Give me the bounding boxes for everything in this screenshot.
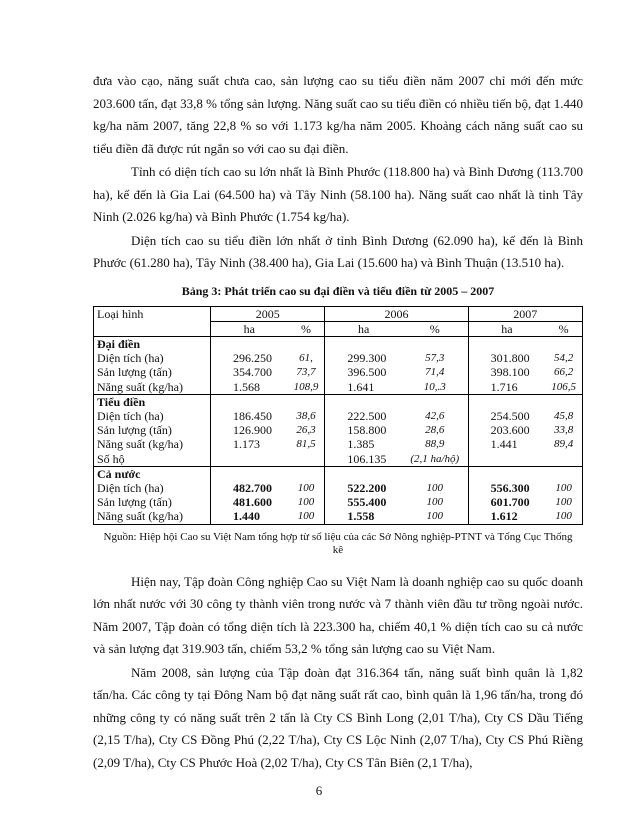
unit-pct: % <box>545 321 582 336</box>
percent-cell: 45,8 <box>545 409 582 423</box>
value-cell <box>468 452 545 467</box>
table-header-row <box>94 306 583 321</box>
empty-cell <box>468 394 545 409</box>
percent-cell: 100 <box>545 495 582 509</box>
value-cell: 398.100 <box>490 365 530 380</box>
row-label: Số hộ <box>94 452 211 467</box>
percent-cell: 100 <box>288 509 325 524</box>
value-cell: 296.250 <box>233 351 272 366</box>
percent-cell: 10,.3 <box>402 380 468 395</box>
empty-cell <box>468 466 545 481</box>
page-content <box>93 70 583 774</box>
percent-cell: 100 <box>545 481 582 495</box>
percent-cell: 33,8 <box>545 423 582 437</box>
percent-cell: 100 <box>402 495 468 509</box>
row-label: Sản lượng (tấn) <box>94 423 211 437</box>
value-cell: 1.558 <box>325 509 402 524</box>
row-label: Sản lượng (tấn) <box>94 495 211 509</box>
percent-cell: 106,5 <box>545 380 582 395</box>
table-row <box>94 423 583 437</box>
percent-cell: 66,2 <box>545 365 582 379</box>
value-cell: 556.300 <box>490 480 530 495</box>
header-year-2005: 2005 <box>211 306 325 321</box>
empty-cell <box>288 336 325 351</box>
percent-cell: 100 <box>402 509 468 524</box>
value-cell: 482.700 <box>233 480 272 495</box>
empty-cell <box>211 336 288 351</box>
empty-cell <box>402 336 468 351</box>
rubber-development-table <box>93 306 583 525</box>
percent-cell: 89,4 <box>545 437 582 451</box>
empty-cell <box>288 466 325 481</box>
row-label: Diện tích (ha) <box>94 481 211 495</box>
value-cell: 203.600 <box>490 423 530 438</box>
row-label: Năng suất (kg/ha) <box>94 437 211 451</box>
section-title: Cả nước <box>94 466 211 481</box>
unit-empty-cell <box>94 321 211 336</box>
percent-cell: 100 <box>288 495 325 509</box>
value-cell: 1.440 <box>211 509 288 524</box>
value-cell: 299.300 <box>347 351 387 366</box>
table-section-row <box>94 466 583 481</box>
percent-cell: 54,2 <box>545 351 582 365</box>
percent-cell: (2,1 ha/hộ) <box>402 452 468 467</box>
table-row <box>94 365 583 379</box>
percent-cell: 61, <box>288 351 325 365</box>
empty-cell <box>325 394 402 409</box>
table-row <box>94 437 583 451</box>
empty-cell <box>468 336 545 351</box>
percent-cell: 38,6 <box>288 409 325 423</box>
percent-cell: 100 <box>545 509 582 524</box>
empty-cell <box>402 394 468 409</box>
paragraph-1: đưa vào cạo, năng suất chưa cao, sản lượng cao su tiểu điền năm 2007 chỉ mới đến mức 203.600 tấn, đạt 33,8 % tổng sản lượng. Năng suất cao su tiểu điền có nhiều tiến bộ, đạt 1.440 kg/ha năm 2007, tăng 22,8 % so với 1.173 kg/ha năm 2005. Khoảng cách năng suất cao su tiểu điền đã được rút ngắn so với cao su đại điền. <box>93 73 583 156</box>
paragraph-2: Tỉnh có diện tích cao su lớn nhất là Bình Phước (118.800 ha) và Bình Dương (113.700 ha), kế đến là Gia Lai (64.500 ha) và Tây Ninh (58.100 ha). Năng suất cao nhất là tỉnh Tây Ninh (2.026 kg/ha) và Bình Phước (1.754 kg/ha). <box>93 164 583 224</box>
percent-cell: 28,6 <box>402 423 468 437</box>
value-cell: 106.135 <box>325 452 402 467</box>
value-cell: 301.800 <box>490 351 530 366</box>
unit-pct: % <box>288 321 325 336</box>
value-cell: 158.800 <box>347 423 387 438</box>
header-type: Loại hình <box>94 306 211 321</box>
value-cell: 126.900 <box>233 423 272 438</box>
percent-cell: 81,5 <box>288 437 325 451</box>
empty-cell <box>402 466 468 481</box>
percent-cell: 26,3 <box>288 423 325 437</box>
value-cell: 1.385 <box>347 437 375 452</box>
empty-cell <box>325 336 402 351</box>
value-cell: 1.612 <box>468 509 545 524</box>
empty-cell <box>211 466 288 481</box>
value-cell: 1.641 <box>325 380 402 395</box>
table-row <box>94 509 583 524</box>
value-cell: 481.600 <box>233 495 272 510</box>
row-label: Diện tích (ha) <box>94 409 211 423</box>
value-cell: 601.700 <box>490 495 530 510</box>
paragraph-5: Năm 2008, sản lượng của Tập đoàn đạt 316.364 tấn, năng suất bình quân là 1,82 tấn/ha. Các công ty tại Đông Nam bộ đạt năng suất rất cao, bình quân là 1,96 tấn/ha, trong đó những công ty có năng suất trên 2 tấn là Cty CS Bình Long (2,01 T/ha), Cty CS Dầu Tiếng (2,15 T/ha), Cty CS Đồng Phú (2,22 T/ha), Cty CS Lộc Ninh (2,07 T/ha), Cty CS Phú Riềng (2,09 T/ha), Cty CS Phước Hoà (2,02 T/ha), Cty CS Tân Biên (2,1 T/ha), <box>93 664 583 770</box>
value-cell: 1.716 <box>468 380 545 395</box>
table-row <box>94 409 583 423</box>
table-section-row <box>94 336 583 351</box>
percent-cell <box>288 452 325 467</box>
value-cell <box>211 452 288 467</box>
table-caption: Bảng 3: Phát triển cao su đại điền và tiểu điền từ 2005 – 2007 <box>181 283 495 298</box>
header-year-2007: 2007 <box>468 306 582 321</box>
header-year-2006: 2006 <box>325 306 468 321</box>
value-cell: 186.450 <box>233 408 272 423</box>
percent-cell: 100 <box>288 481 325 495</box>
row-label: Năng suất (kg/ha) <box>94 509 211 524</box>
paragraph-4: Hiện nay, Tập đoàn Công nghiệp Cao su Việt Nam là doanh nghiệp cao su quốc doanh lớn nhất nước với 30 công ty thành viên trong nước và 7 thành viên đầu tư trồng ngoài nước. Năm 2007, Tập đoàn có tổng diện tích là 223.300 ha, chiếm 40,1 % diện tích cao su cả nước và sản lượng đạt 319.903 tấn, chiếm 53,2 % tổng sản lượng cao su Việt Nam. <box>93 573 583 657</box>
empty-cell <box>211 394 288 409</box>
percent-cell: 108,9 <box>288 380 325 395</box>
value-cell: 396.500 <box>347 365 387 380</box>
unit-pct: % <box>402 321 468 336</box>
table-row <box>94 481 583 495</box>
percent-cell: 88,9 <box>402 437 468 451</box>
table-unit-row <box>94 321 583 336</box>
value-cell: 555.400 <box>347 495 387 510</box>
value-cell: 254.500 <box>490 408 530 423</box>
percent-cell <box>545 452 582 467</box>
table-row <box>94 380 583 395</box>
percent-cell: 42,6 <box>402 409 468 423</box>
row-label: Sản lượng (tấn) <box>94 365 211 379</box>
empty-cell <box>545 394 582 409</box>
percent-cell: 71,4 <box>402 365 468 379</box>
percent-cell: 73,7 <box>288 365 325 379</box>
value-cell: 1.568 <box>211 380 288 395</box>
table-section-row <box>94 394 583 409</box>
empty-cell <box>545 336 582 351</box>
paragraph-3: Diện tích cao su tiểu điền lớn nhất ở tỉnh Bình Dương (62.090 ha), kế đến là Bình Phước (61.280 ha), Tây Ninh (38.400 ha), Gia Lai (15.600 ha) và Bình Thuận (13.510 ha). <box>93 232 583 270</box>
table-row <box>94 452 583 467</box>
table-source-note: Nguồn: Hiệp hội Cao su Việt Nam tổng hợp từ số liệu của các Sở Nông nghiệp-PTNT và Tổng Cục Thống kê <box>103 530 573 556</box>
percent-cell: 100 <box>402 481 468 495</box>
row-label: Diện tích (ha) <box>94 351 211 365</box>
value-cell: 1.173 <box>233 437 260 452</box>
value-cell: 522.200 <box>347 480 387 495</box>
table-row <box>94 351 583 365</box>
row-label: Năng suất (kg/ha) <box>94 380 211 395</box>
table-body <box>94 336 583 524</box>
section-title: Tiểu điền <box>94 394 211 409</box>
unit-ha: ha <box>211 321 288 336</box>
empty-cell <box>288 394 325 409</box>
value-cell: 354.700 <box>233 365 272 380</box>
empty-cell <box>545 466 582 481</box>
table-row <box>94 495 583 509</box>
percent-cell: 57,3 <box>402 351 468 365</box>
unit-ha: ha <box>325 321 402 336</box>
value-cell: 1.441 <box>490 437 518 452</box>
section-title: Đại điền <box>94 336 211 351</box>
unit-ha: ha <box>468 321 545 336</box>
page-number: 6 <box>315 783 323 798</box>
empty-cell <box>325 466 402 481</box>
value-cell: 222.500 <box>347 408 387 423</box>
